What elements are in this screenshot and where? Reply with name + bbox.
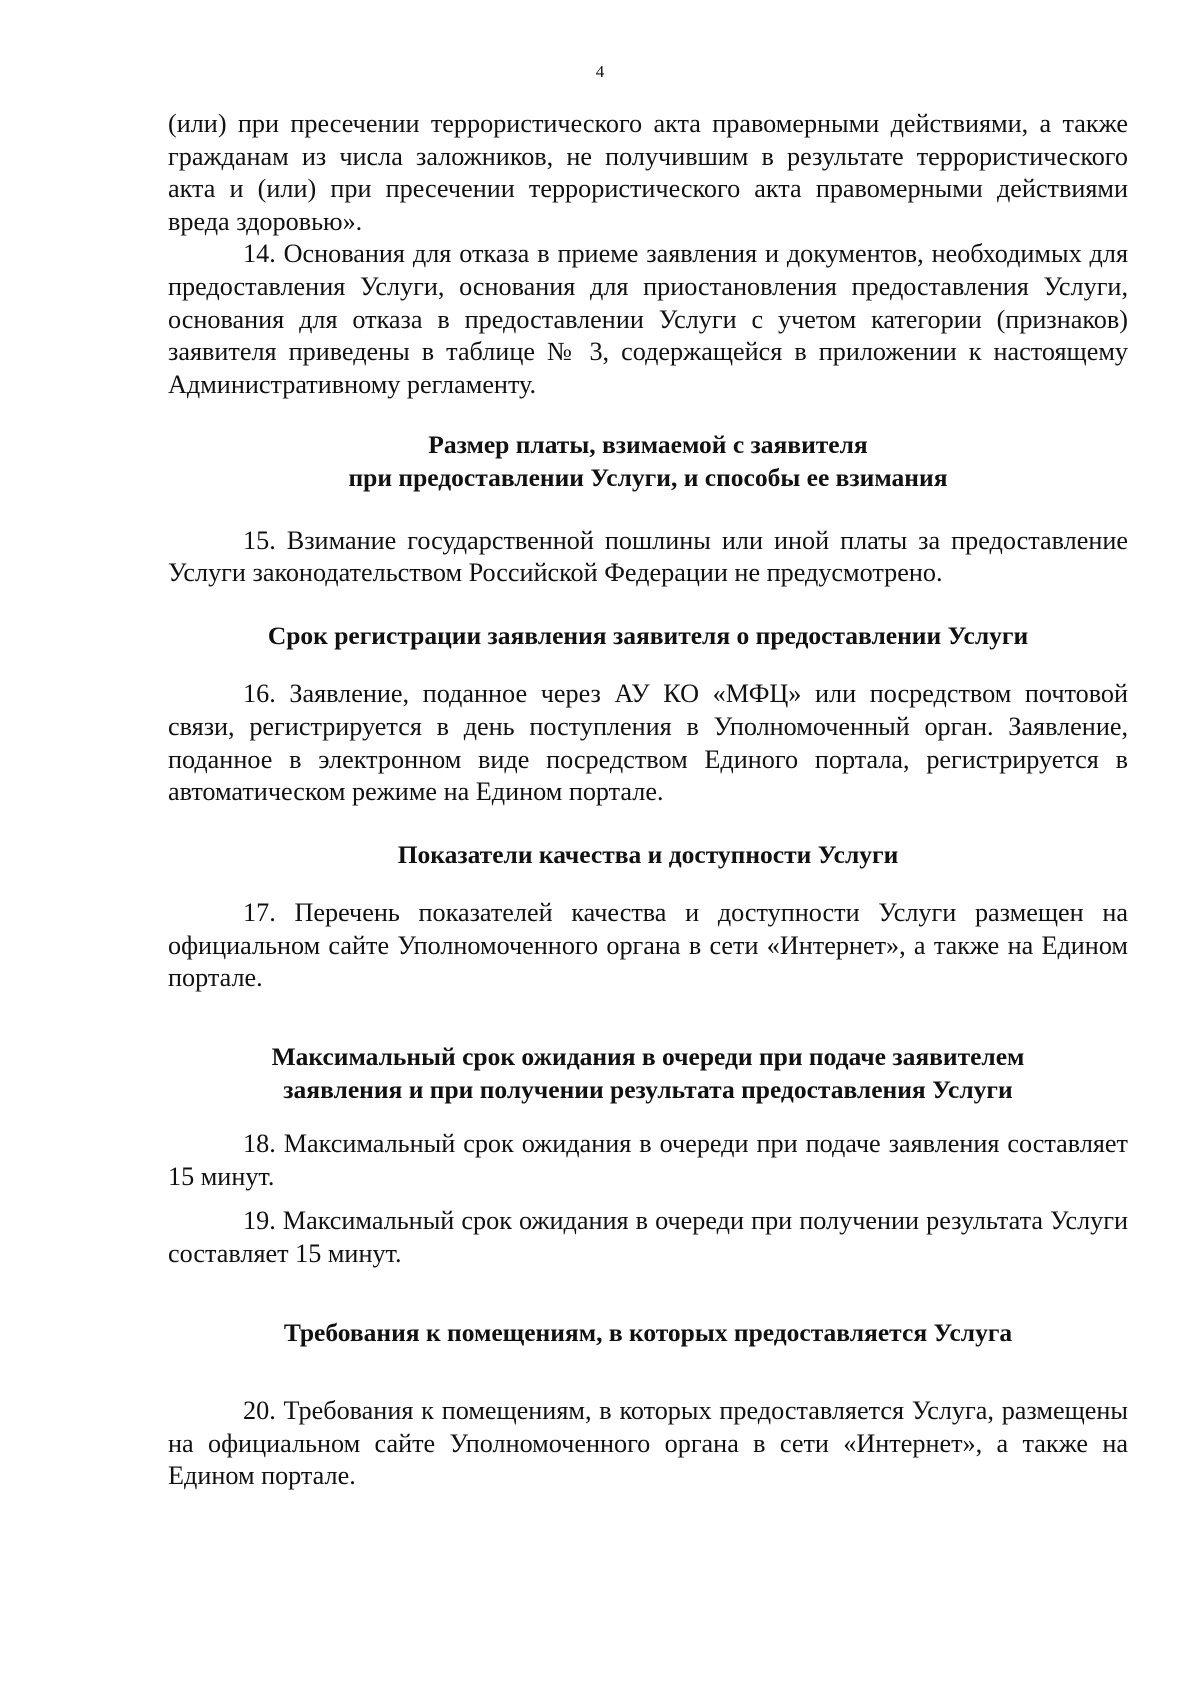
- heading-fee-line2: при предоставлении Услуги, и способы ее взимания: [348, 462, 948, 492]
- paragraph-19: 19. Максимальный срок ожидания в очереди при получении результата Услуги составляет 15 минут.: [168, 1206, 1128, 1269]
- paragraph-continuation: (или) при пресечении террористического акта правомерными действиями, а также гражданам из числа заложников, не получившим в результате террористического акта и (или) при пресечении террористического акта правомерными действиями вреда здоровью».: [168, 109, 1128, 236]
- paragraph-18: 18. Максимальный срок ожидания в очереди при подаче заявления составляет 15 минут.: [168, 1129, 1128, 1191]
- page-number: 4: [595, 62, 605, 81]
- heading-queue-line2: заявления и при получении результата предоставления Услуги: [283, 1074, 1013, 1104]
- heading-quality: Показатели качества и доступности Услуги: [397, 839, 899, 869]
- heading-registration: Срок регистрации заявления заявителя о предоставлении Услуги: [267, 620, 1029, 650]
- paragraph-14: 14. Основания для отказа в приеме заявления и документов, необходимых для предоставления Услуги, основания для приостановления предоставления Услуги, основания для отказа в предоставлении Услуги с учетом категории (признаков) заявителя приведены в таблице № 3, содержащейся в приложении к настоящему Административному регламенту.: [168, 239, 1128, 399]
- paragraph-15: 15. Взимание государственной пошлины или иной платы за предоставление Услуги законодательством Российской Федерации не предусмотрено.: [168, 525, 1128, 588]
- heading-premises: Требования к помещениям, в которых предоставляется Услуга: [283, 1317, 1013, 1347]
- paragraph-17: 17. Перечень показателей качества и доступности Услуги размещен на официальном сайте Уполномоченного органа в сети «Интернет», а также на Едином портале.: [168, 898, 1128, 993]
- paragraph-20: 20. Требования к помещениям, в которых предоставляется Услуга, размещены на официальном сайте Уполномоченного органа в сети «Интернет», а также на Едином портале.: [168, 1396, 1128, 1491]
- document-body: [168, 108, 1128, 1493]
- heading-fee: [168, 429, 1128, 494]
- heading-queue-line1: Максимальный срок ожидания в очереди при подаче заявителем: [271, 1042, 1025, 1072]
- paragraph-16: 16. Заявление, поданное через АУ КО «МФЦ» или посредством почтовой связи, регистрируется в день поступления в Уполномоченный орган. Заявление, поданное в электронном виде посредством Единого портала, регистрируется в автоматическом режиме на Едином портале.: [168, 679, 1128, 807]
- heading-queue: [168, 1041, 1128, 1106]
- heading-fee-line1: Размер платы, взимаемой с заявителя: [428, 430, 868, 460]
